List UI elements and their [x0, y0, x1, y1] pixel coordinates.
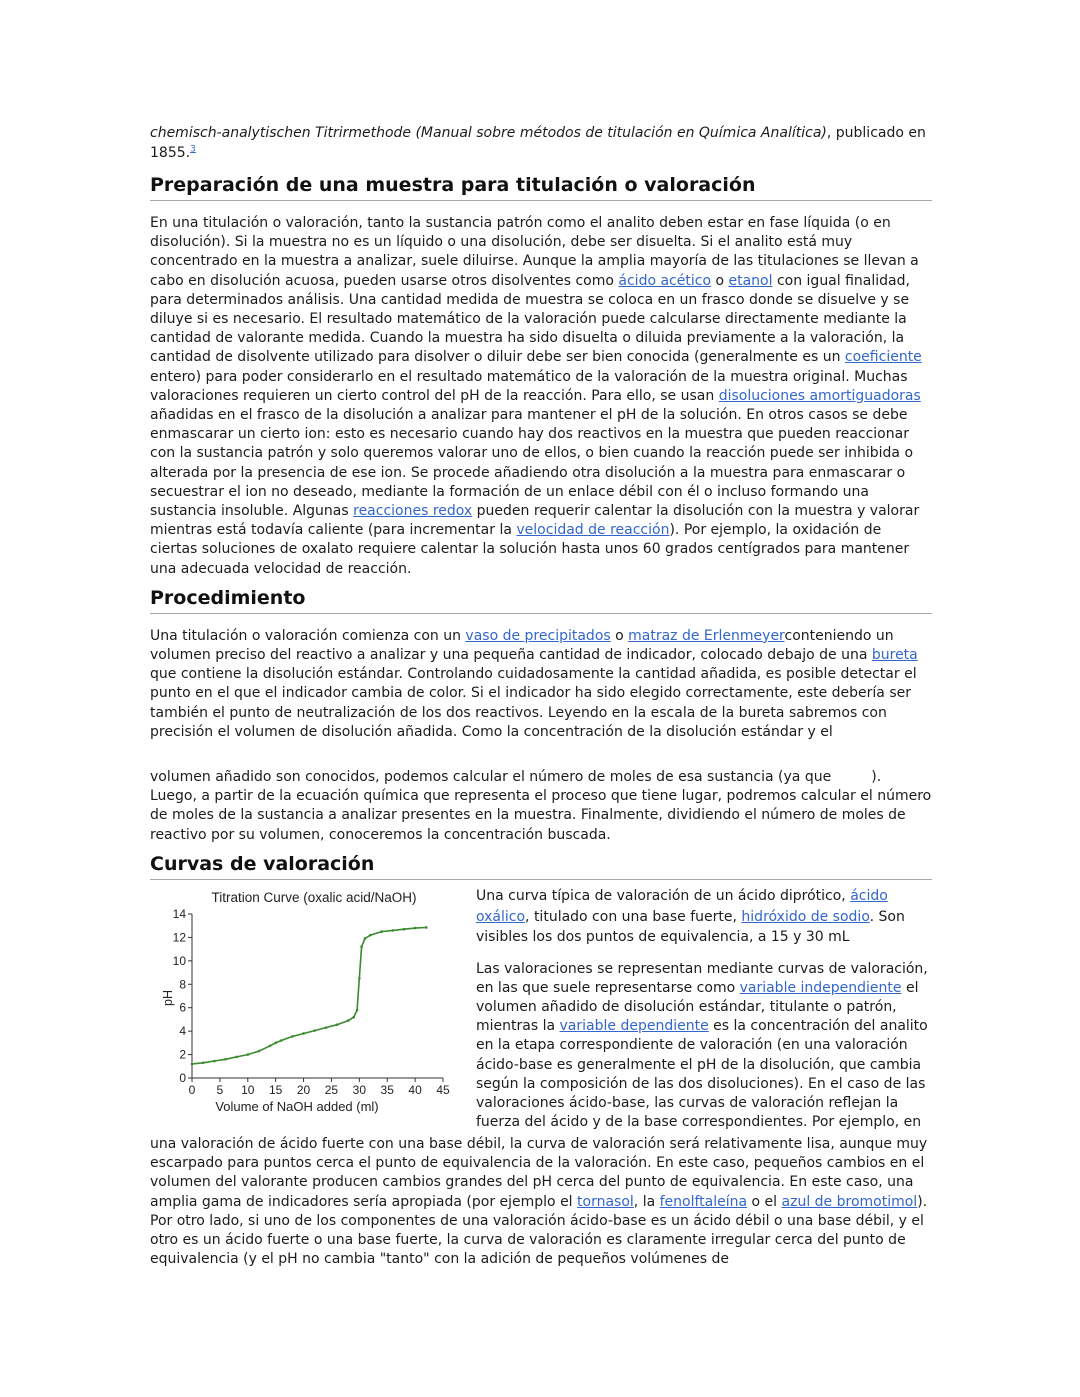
chart-point [425, 926, 428, 929]
procedimiento-paragraph [150, 627, 932, 742]
link-acido-oxalico[interactable]: ácido oxálico [476, 888, 888, 925]
link-velocidad-de-reaccion[interactable]: velocidad de reacción [516, 522, 670, 539]
link-hidroxido-de-sodio[interactable]: hidróxido de sodio [741, 908, 870, 925]
chart-point [380, 930, 383, 933]
chart-point [302, 1032, 305, 1035]
reference-link[interactable]: 3 [190, 143, 196, 154]
chart-point [291, 1035, 294, 1038]
curvas-paragraph [476, 960, 932, 1133]
chart-point [347, 1019, 350, 1022]
text: , titulado con una base fuerte, [525, 908, 742, 925]
chart-x-tick-label: 35 [380, 1083, 394, 1097]
chart-caption-block [476, 886, 932, 1132]
text: el volumen añadido de disolución estándar, titulante o patrón, mientras la [476, 979, 919, 1035]
text: Una curva típica de valoración de un ácido diprótico, [476, 888, 851, 904]
chart-point [258, 1050, 261, 1053]
chart-point [360, 946, 363, 949]
text: o el [747, 1193, 782, 1210]
link-fenolftaleina[interactable]: fenolftaleína [659, 1193, 748, 1210]
intro-text: , publicado en 1855. [150, 125, 926, 161]
chart-x-tick-label: 25 [324, 1083, 339, 1097]
chart-y-tick-label: 0 [179, 1071, 186, 1085]
text: ). Por ejemplo, la oxidación de ciertas soluciones de oxalato requiere calentar la solución hasta unos 60 grados centígrados para mantener una adecuada velocidad de reacción. [150, 522, 910, 577]
chart-series-line [192, 928, 426, 1064]
chart-x-tick-label: 5 [216, 1083, 224, 1097]
text: con igual finalidad, para determinados análisis. Una cantidad medida de muestra se coloca en un frasco donde se disuelve y se diluye si es necesario. El resultado matemático de la valoración puede calcularse directamente mediante la cantidad de valorante medida. Cuando la muestra ha sido disuelta o diluida previamente a la valoración, la cantidad de disolvente utilizado para disolver o diluir debe ser bien conocida (generalmente es un [150, 272, 910, 366]
chart-point [369, 934, 372, 937]
titration-chart-svg [150, 882, 460, 1122]
text: o [711, 272, 729, 289]
chart-y-tick-label: 6 [179, 1000, 186, 1015]
chart-title: Titration Curve (oxalic acid/NaOH) [211, 890, 417, 905]
text: , la [633, 1193, 660, 1210]
chart-point [364, 937, 367, 940]
text: . Son visibles los dos puntos de equivalencia, a 15 y 30 mL [476, 908, 905, 945]
chart-y-tick-label: 4 [179, 1024, 186, 1039]
curvas-paragraph-continued [150, 1135, 932, 1269]
chart-point [202, 1061, 205, 1064]
chart-x-tick-label: 20 [296, 1083, 311, 1097]
chart-y-axis-label: pH [161, 990, 175, 1006]
chart-point [269, 1044, 272, 1047]
preparacion-paragraph [150, 214, 932, 579]
link-disoluciones-amortiguadoras[interactable]: disoluciones amortiguadoras [718, 387, 921, 404]
link-vaso-de-precipitados[interactable]: vaso de precipitados [465, 627, 611, 644]
chart-point [336, 1023, 339, 1026]
text: una valoración de ácido fuerte con una base débil, la curva de valoración será relativamente lisa, aunque muy escarpado para puntos cerca el punto de equivalencia de la valoración. En este caso, pequeños cambios en el volumen del valorante producen cambios grandes del pH cerca del punto de equivalencia. En este caso, una amplia gama de indicadores sería apropiada (por ejemplo el [150, 1136, 928, 1210]
chart-point [356, 1009, 359, 1012]
chart-point [325, 1026, 328, 1029]
procedimiento-paragraph-2: volumen añadido son conocidos, podemos calcular el número de moles de esa sustancia (ya que ). Luego, a partir de la ecuación química que representa el proceso que tiene lugar, podremos calcular el número de moles de la sustancia a analizar presentes en la muestra. Finalmente, dividiendo el número de moles de reactivo por su volumen, conoceremos la concentración buscada. [150, 769, 936, 843]
text: entero) para poder considerarlo en el resultado matemático de la valoración de la muestra original. Muchas valoraciones requieren un cierto control del pH de la reacción. Para ello, se usan [150, 368, 908, 404]
link-bureta[interactable]: bureta [871, 647, 918, 664]
link-tornasol[interactable]: tornasol [577, 1193, 634, 1210]
chart-y-tick-label: 14 [172, 907, 186, 921]
chart-point [213, 1060, 216, 1063]
chart-y-tick-label: 10 [172, 953, 186, 968]
text: conteniendo un volumen preciso del reactivo a analizar y una pequeña cantidad de indicador, colocado debajo de una [150, 627, 894, 664]
text: Una titulación o valoración comienza con un [150, 627, 466, 644]
chart-series [191, 926, 428, 1065]
chart-point [191, 1063, 194, 1066]
titration-chart [150, 882, 460, 1122]
text: es la concentración del analito en la etapa correspondiente de valoración (en una valoración ácido-base es generalmente el pH de la disolución, que cambia según la composición de las dos disoluciones). En el caso de las valoraciones ácido-base, las curvas de valoración reflejan la fuerza del ácido y de la base correspondientes. Por ejemplo, en [476, 1018, 928, 1131]
chart-x-tick-label: 30 [352, 1083, 367, 1097]
chart-point [403, 928, 406, 931]
chart-x-tick-label: 45 [436, 1083, 450, 1097]
link-acido-acetico[interactable]: ácido acético [618, 272, 712, 289]
chart-axes [192, 914, 443, 1078]
text: En una titulación o valoración, tanto la sustancia patrón como el analito deben estar en fase líquida (o en disolución). Si la muestra no es un líquido o una disolución, debe ser disuelta. Si el analito está muy concentrado en la muestra a analizar, suele diluirse. Aunque la amplia mayoría de las titulaciones se llevan a cabo en disolución acuosa, pueden usarse otros disolventes como [150, 215, 919, 289]
link-matraz-de-erlenmeyer[interactable]: matraz de Erlenmeyer [628, 627, 785, 644]
link-variable-dependiente[interactable]: variable dependiente [559, 1018, 709, 1035]
text: añadidas en el frasco de la disolución a analizar para mantener el pH de la solución. En otros casos se debe enmascarar un cierto ion: esto es necesario cuando hay dos reactivos en la muestra que pueden reaccionar con la sustancia patrón y solo queremos valorar uno de ellos, o bien cuando la reacción puede ser inhibida o alterada por la presencia de ese ion. Se procede añadiendo otra disolución a la muestra para enmascarar o secuestrar el ion no deseado, mediante la formación de un enlace débil con él o incluso formando una sustancia insoluble. Algunas [150, 407, 914, 520]
chart-y-tick-label: 8 [179, 977, 186, 992]
link-azul-de-bromotimol[interactable]: azul de bromotimol [781, 1193, 918, 1210]
link-etanol[interactable]: etanol [728, 272, 773, 289]
intro-paragraph [150, 124, 932, 163]
link-coeficiente[interactable]: coeficiente [844, 349, 922, 366]
chart-point [414, 927, 417, 930]
link-reacciones-redox[interactable]: reacciones redox [353, 503, 473, 520]
chart-x-tick-label: 0 [188, 1083, 196, 1097]
link-variable-independiente[interactable]: variable independiente [739, 979, 902, 996]
chart-point [352, 1016, 355, 1019]
chart-x-tick-label: 10 [241, 1083, 255, 1097]
text: ). Por otro lado, si uno de los componentes de una valoración ácido-base es un ácido débil o una base débil, y el otro es un ácido fuerte o una base fuerte, la curva de valoración es claramente irregular cerca del punto de equivalencia (y el pH no cambia "tanto" con la adición de pequeños volúmenes de [150, 1193, 928, 1268]
chart-point [246, 1053, 249, 1056]
chart-y-tick-label: 2 [179, 1047, 186, 1062]
text: que contiene la disolución estándar. Controlando cuidadosamente la cantidad añadida, es posible detectar el punto en el que el indicador cambia de color. Si el indicador ha sido elegido correctamente, este debería ser también el punto de neutralización de los dos reactivos. Leyendo en la escala de la bureta sabremos con precisión el volumen de disolución añadida. Como la concentración de la disolución estándar y el [150, 666, 917, 740]
chart-x-tick-label: 15 [268, 1083, 283, 1097]
text: o [610, 627, 629, 644]
curvas-paragraph-continued-block [150, 1135, 932, 1269]
chart-point [392, 929, 395, 932]
chart-x-axis-label: Volume of NaOH added (ml) [215, 1099, 379, 1114]
section-heading-preparacion: Preparación de una muestra para titulación o valoración [150, 174, 932, 201]
chart-point [280, 1039, 283, 1042]
chart-point [313, 1029, 316, 1032]
chart-point [358, 977, 361, 980]
chart-x-tick-label: 40 [408, 1083, 422, 1097]
intro-italic: chemisch-analytischen Titrirmethode (Manual sobre métodos de titulación en Química Analítica) [150, 125, 827, 141]
chart-y-tick-label: 12 [172, 930, 186, 945]
chart-caption [476, 886, 932, 948]
chart-point [235, 1056, 238, 1059]
section-heading-procedimiento: Procedimiento [150, 587, 932, 614]
chart-point [224, 1058, 227, 1061]
chart-ticks [173, 907, 450, 1097]
article-content [150, 124, 936, 880]
section-heading-curvas: Curvas de valoración [150, 853, 932, 880]
chart-point [274, 1042, 277, 1045]
text: Las valoraciones se representan mediante curvas de valoración, en las que suele representarse como [476, 960, 928, 996]
text: pueden requerir calentar la disolución con la muestra y valorar mientras está todavía caliente (para incrementar la [150, 503, 920, 539]
